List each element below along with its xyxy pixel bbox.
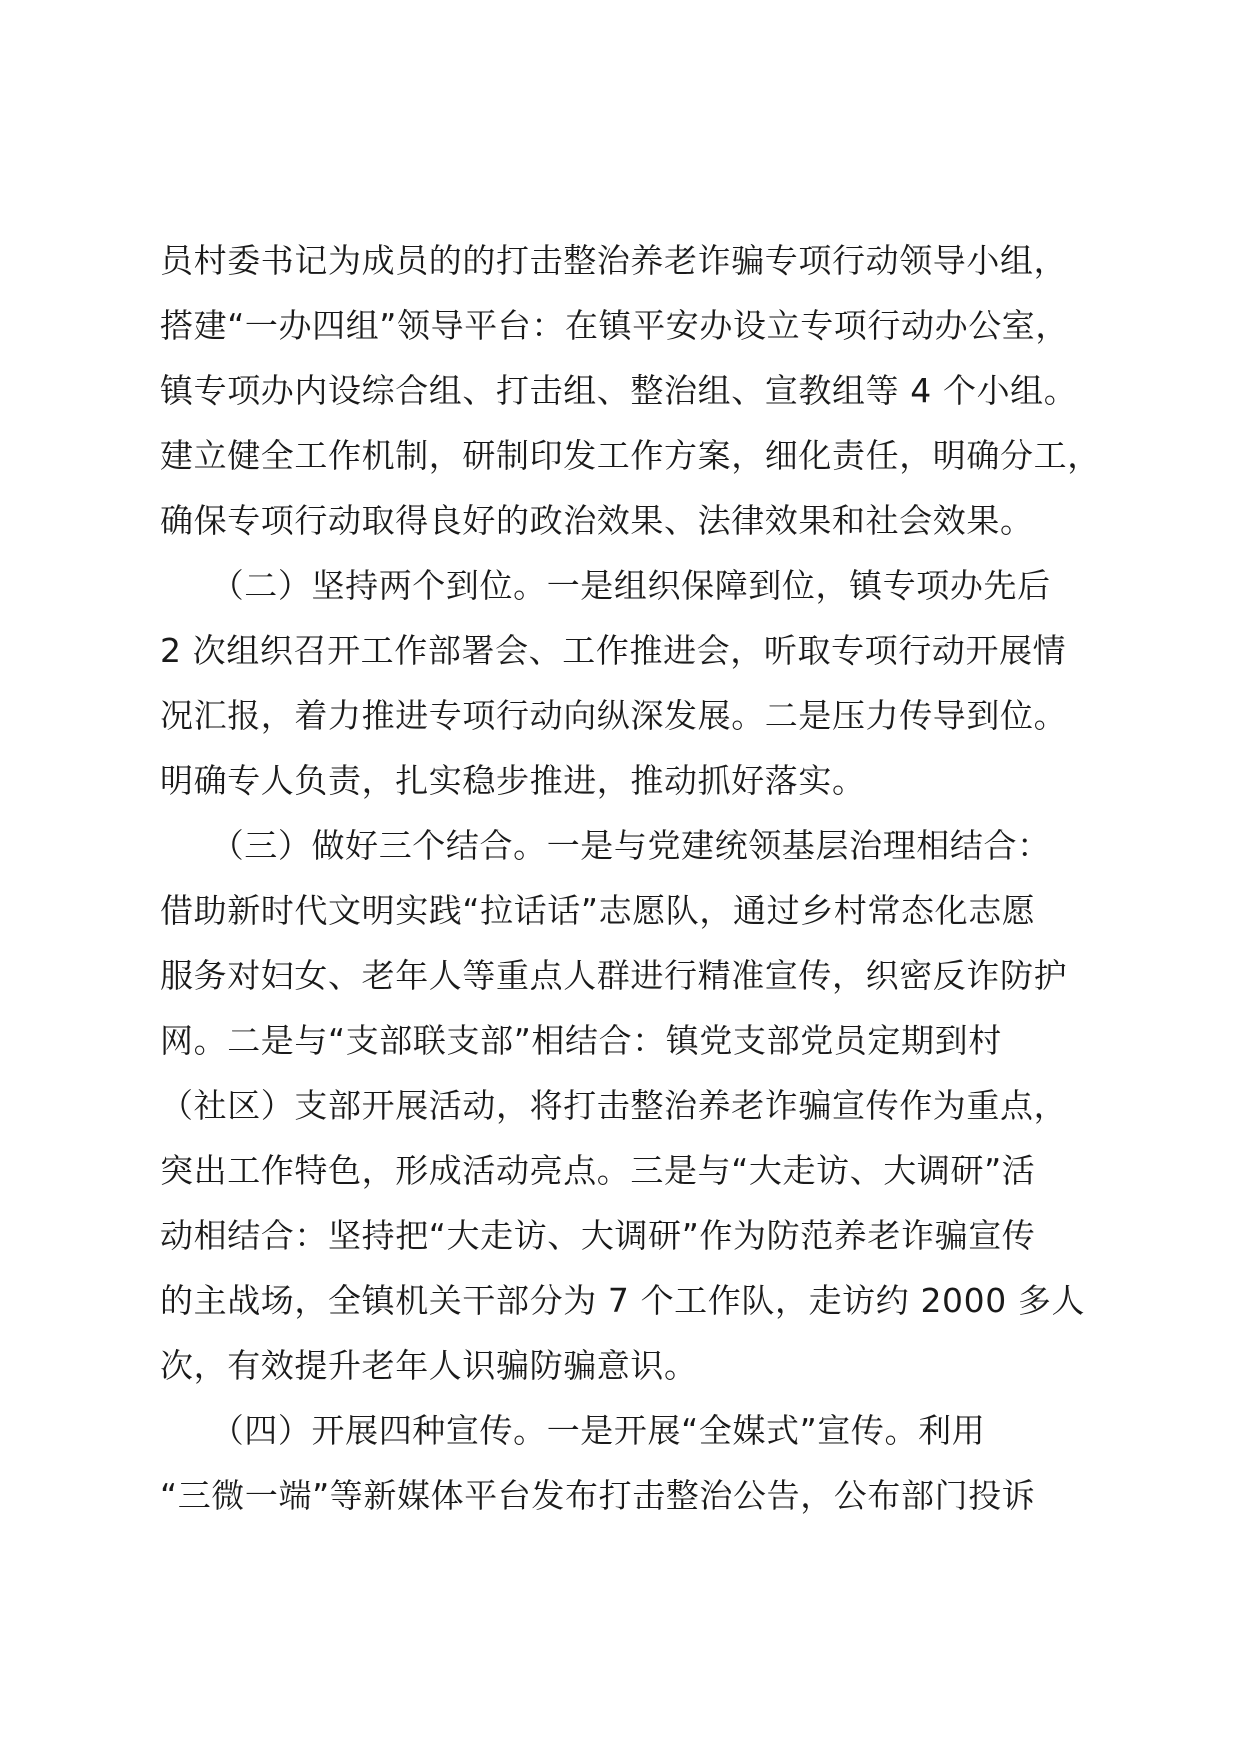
- paragraph-3-heading-line: （三）做好三个结合。一是与党建统领基层治理相结合：: [160, 826, 1051, 865]
- text-line: 确保专项行动取得良好的政治效果、法律效果和社会效果。: [160, 501, 1034, 540]
- paragraph-4-heading-line: （四）开展四种宣传。一是开展“全媒式”宣传。利用: [160, 1411, 986, 1450]
- text-line: 的主战场，全镇机关干部分为 7 个工作队，走访约 2000 多人: [160, 1281, 1086, 1320]
- text-line: 网。二是与“支部联支部”相结合：镇党支部党员定期到村: [160, 1021, 1002, 1060]
- text-line: 明确专人负责，扎实稳步推进，推动抓好落实。: [160, 761, 866, 800]
- text-line: 次，有效提升老年人识骗防骗意识。: [160, 1346, 698, 1385]
- text-line: 员村委书记为成员的的打击整治养老诈骗专项行动领导小组，: [160, 241, 1068, 280]
- text-line: 2 次组织召开工作部署会、工作推进会，听取专项行动开展情: [160, 631, 1067, 670]
- text-line: 突出工作特色，形成活动亮点。三是与“大走访、大调研”活: [160, 1151, 1036, 1190]
- text-line: 建立健全工作机制，研制印发工作方案，细化责任，明确分工，: [160, 436, 1101, 475]
- text-line: （社区）支部开展活动，将打击整治养老诈骗宣传作为重点，: [160, 1086, 1068, 1125]
- text-line: 镇专项办内设综合组、打击组、整治组、宣教组等 4 个小组。: [160, 371, 1078, 410]
- body-text: [160, 228, 1101, 1528]
- text-line: 况汇报，着力推进专项行动向纵深发展。二是压力传导到位。: [160, 696, 1068, 735]
- text-line: 服务对妇女、老年人等重点人群进行精准宣传，织密反诈防护: [160, 956, 1068, 995]
- text-line: 借助新时代文明实践“拉话话”志愿队，通过乡村常态化志愿: [160, 891, 1036, 930]
- text-line: 动相结合：坚持把“大走访、大调研”作为防范养老诈骗宣传: [160, 1216, 1036, 1255]
- text-line: “三微一端”等新媒体平台发布打击整治公告，公布部门投诉: [160, 1476, 1036, 1515]
- text-line: 搭建“一办四组”领导平台：在镇平安办设立专项行动办公室，: [160, 306, 1069, 345]
- paragraph-2-heading-line: （二）坚持两个到位。一是组织保障到位，镇专项办先后: [160, 566, 1051, 605]
